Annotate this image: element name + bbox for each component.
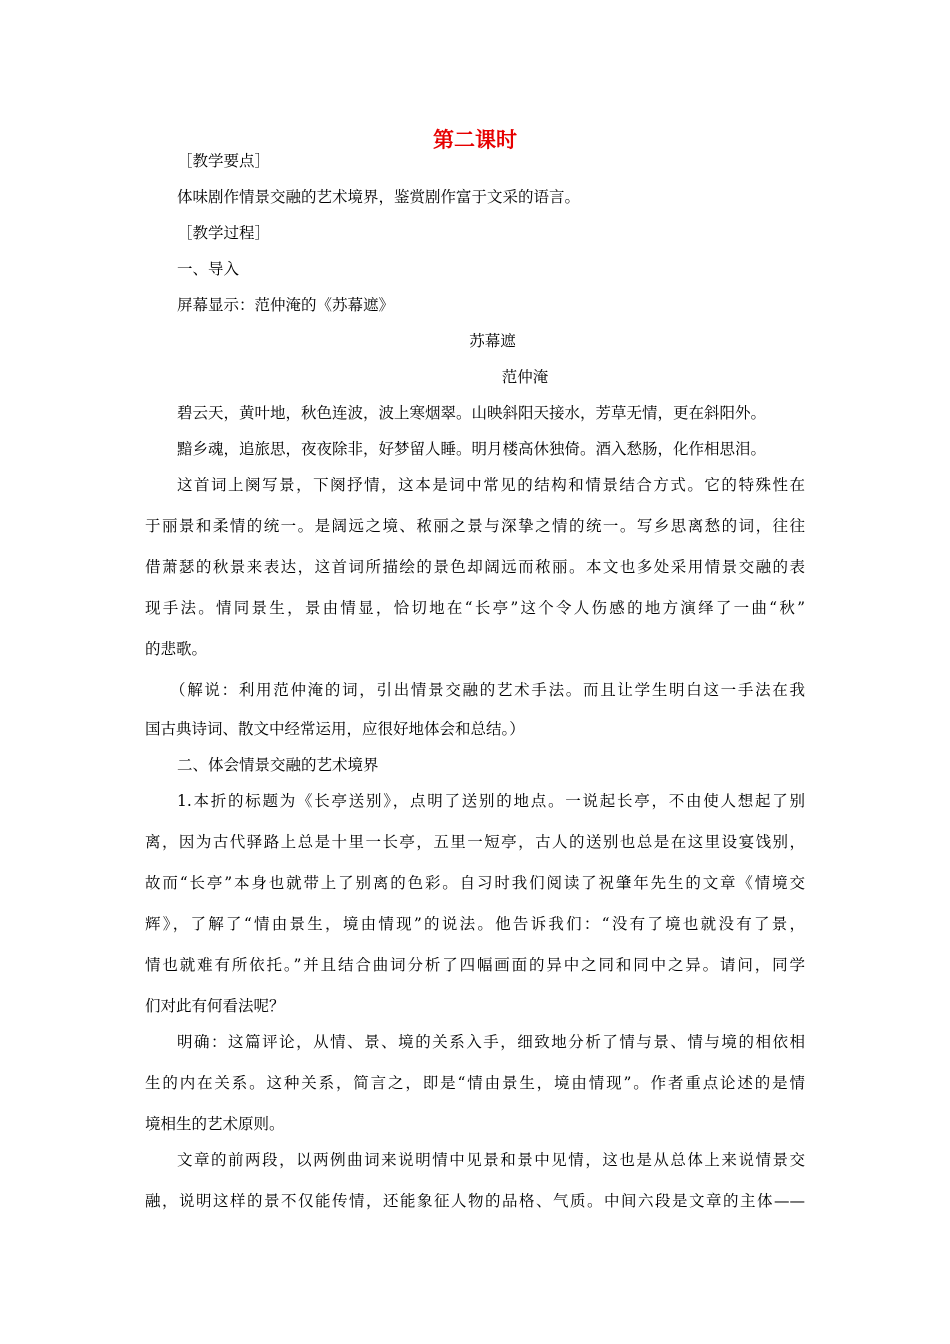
- paragraph-line: （解说：利用范仲淹的词，引出情景交融的艺术手法。而且让学生明白这一手法在我: [170, 681, 805, 699]
- paragraph-line: 现手法。情同景生，景由情显，恰切地在“长亭”这个令人伤感的地方演绎了一曲“秋”: [145, 599, 805, 617]
- paragraph-line: 的悲歌。: [145, 640, 208, 658]
- paragraph-line: 辉》，了解了“情由景生，境由情现”的说法。他告诉我们：“没有了境也就没有了景，: [145, 915, 805, 933]
- paragraph-line: 借萧瑟的秋景来表达，这首词所描绘的景色却阔远而秾丽。本文也多处采用情景交融的表: [145, 558, 805, 576]
- paragraph-line: 境相生的艺术原则。: [145, 1115, 285, 1133]
- paragraph-line: 文章的前两段，以两例曲词来说明情中见景和景中见情，这也是从总体上来说情景交: [177, 1151, 805, 1169]
- paragraph-line: 屏幕显示：范仲淹的《苏幕遮》: [177, 296, 395, 314]
- paragraph-line: 于丽景和柔情的统一。是阔远之境、秾丽之景与深挚之情的统一。写乡思离愁的词，往往: [145, 517, 805, 535]
- paragraph-line: 明确：这篇评论，从情、景、境的关系入手，细致地分析了情与景、情与境的相依相: [177, 1033, 805, 1051]
- section-heading: ［教学过程］: [177, 224, 271, 242]
- poem-line: 黯乡魂，追旅思，夜夜除非，好梦留人睡。明月楼高休独倚。酒入愁肠，化作相思泪。: [177, 440, 767, 458]
- poem-author: 范仲淹: [501, 368, 549, 386]
- paragraph-line: 体味剧作情景交融的艺术境界，鉴赏剧作富于文采的语言。: [177, 188, 581, 206]
- section-heading: ［教学要点］: [177, 152, 271, 170]
- paragraph-line: 故而“长亭”本身也就带上了别离的色彩。自习时我们阅读了祝肇年先生的文章《情境交: [145, 874, 805, 892]
- paragraph-line: 情也就难有所依托。”并且结合曲词分析了四幅画面的异中之同和同中之异。请问，同学: [145, 956, 805, 974]
- paragraph-line: 融，说明这样的景不仅能传情，还能象征人物的品格、气质。中间六段是文章的主体——: [145, 1192, 805, 1210]
- paragraph-line: 国古典诗词、散文中经常运用，应很好地体会和总结。）: [145, 720, 525, 738]
- paragraph-line: 生的内在关系。这种关系，简言之，即是“情由景生，境由情现”。作者重点论述的是情: [145, 1074, 805, 1092]
- paragraph-line: 们对此有何看法呢？: [145, 997, 285, 1015]
- section-heading: 二、体会情景交融的艺术境界: [177, 756, 379, 774]
- paragraph-line: 这首词上阕写景，下阕抒情，这本是词中常见的结构和情景结合方式。它的特殊性在: [177, 476, 805, 494]
- paragraph-line: 1.本折的标题为《长亭送别》，点明了送别的地点。一说起长亭，不由使人想起了别: [177, 792, 805, 810]
- poem-line: 碧云天，黄叶地，秋色连波，波上寒烟翠。山映斜阳天接水，芳草无情，更在斜阳外。: [177, 404, 767, 422]
- poem-title: 苏幕遮: [469, 332, 516, 350]
- paragraph-line: 离，因为古代驿路上总是十里一长亭，五里一短亭，古人的送别也总是在这里设宴饯别，: [145, 833, 805, 851]
- section-heading: 一、导入: [177, 260, 240, 278]
- page-title: 第二课时: [433, 128, 517, 152]
